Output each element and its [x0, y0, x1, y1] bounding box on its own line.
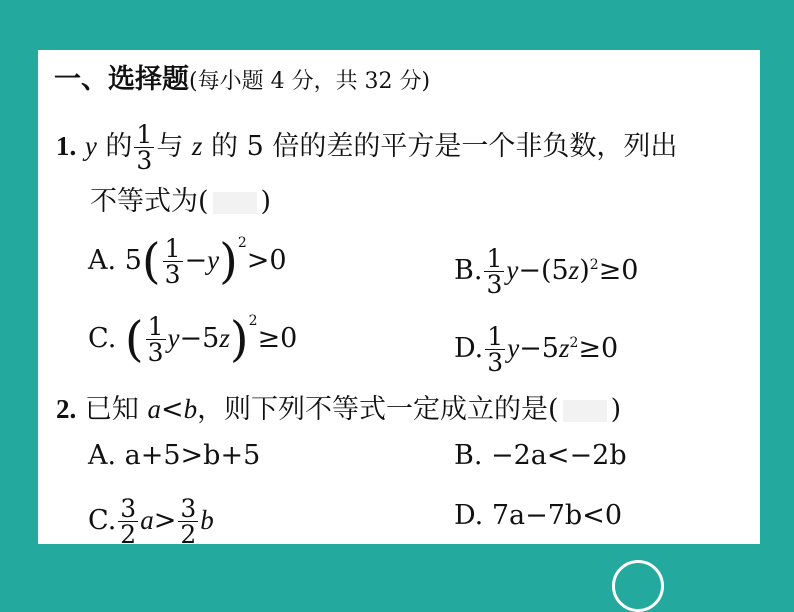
q2-opt-c-frac2-num: 3 [180, 494, 197, 523]
q2-answer-blank[interactable] [563, 400, 607, 422]
q1-opt-b-z: z [568, 255, 580, 285]
q1-line2 [90, 188, 271, 215]
q2-text-c: ) [610, 394, 622, 425]
q2-option-b[interactable]: B. −2a<−2b [454, 440, 627, 471]
q1-opt-d-frac [485, 324, 505, 375]
section-title-note: (每小题 4 分，共 32 分) [189, 69, 431, 94]
q1-opt-c-mid: −5 [179, 323, 220, 354]
q2-opt-c-gt: > [153, 505, 177, 536]
q1-var-y: y [84, 131, 97, 161]
q1-opt-c-frac-den: 3 [147, 338, 164, 367]
q2-opt-c-frac2 [178, 496, 198, 547]
right-paren-icon: ) [229, 311, 249, 368]
q1-opt-a-y: y [207, 245, 220, 275]
left-paren-icon: ( [141, 233, 161, 290]
q1-opt-a-tail: >0 [246, 245, 287, 276]
q2-opt-c-a: a [140, 505, 154, 535]
q2-stem [56, 396, 621, 423]
right-paren-icon: ) [219, 233, 238, 290]
q1-opt-c-frac-num: 1 [147, 312, 164, 341]
q2-opt-c-label: C. [88, 505, 117, 536]
q1-opt-b-frac-den: 3 [486, 270, 503, 299]
q2-option-a[interactable]: A. a+5>b+5 [88, 440, 261, 471]
q2-var-a: a [147, 394, 161, 424]
q1-opt-a-exp: 2 [237, 235, 247, 251]
q2-lt: < [160, 394, 184, 425]
q1-frac-num: 1 [136, 120, 153, 149]
q1-opt-b-close: ) [579, 255, 590, 286]
q1-option-b[interactable] [454, 246, 638, 297]
q1-opt-d-mid: −5 [519, 333, 559, 364]
q1-line1 [56, 122, 677, 173]
q1-opt-c-exp: 2 [248, 313, 258, 329]
q1-opt-a-label: A. [88, 245, 117, 276]
q1-opt-a-coef: 5 [124, 245, 142, 276]
q1-number: 1. [56, 131, 77, 161]
q1-opt-d-label: D. [454, 333, 484, 364]
q1-text-b: 与 [156, 131, 192, 162]
q1-var-z: z [191, 131, 203, 161]
q2-opt-c-b: b [200, 505, 214, 535]
q1-opt-a-frac-num: 1 [164, 234, 181, 263]
section-title-main: 一、选择题 [54, 64, 189, 95]
q1-opt-c-label: C. [88, 323, 117, 354]
q2-opt-c-frac1-num: 3 [120, 494, 137, 523]
q2-text-a: 已知 [84, 394, 148, 425]
q1-opt-d-frac-num: 1 [487, 322, 504, 351]
q1-opt-a-minus: − [184, 245, 208, 276]
q1-opt-c-frac [146, 314, 166, 365]
q1-opt-d-exp: 2 [569, 335, 579, 351]
q1-text-a: 的 [96, 131, 133, 162]
q1-opt-c-y: y [167, 323, 180, 353]
section-title [54, 66, 430, 93]
q1-option-c[interactable] [88, 311, 298, 368]
q1-opt-a-frac-den: 3 [164, 260, 181, 289]
q2-opt-c-frac1-den: 2 [120, 520, 137, 549]
q1-option-a[interactable] [88, 233, 287, 290]
q2-opt-c-frac1 [118, 496, 138, 547]
logo-icon [612, 560, 664, 612]
q1-opt-b-tail: ≥0 [598, 255, 639, 286]
q2-option-c[interactable] [88, 496, 214, 547]
q1-opt-b-frac-num: 1 [486, 244, 503, 273]
q1-opt-d-y: y [507, 333, 520, 363]
q1-fraction [134, 122, 154, 173]
q1-option-d[interactable] [454, 324, 618, 375]
q2-option-d[interactable]: D. 7a−7b<0 [454, 500, 623, 531]
q1-opt-c-tail: ≥0 [257, 323, 298, 354]
q1-text-e: ) [260, 186, 272, 217]
q1-opt-b-mid: −(5 [518, 255, 569, 286]
question-card [38, 50, 760, 549]
q1-opt-d-z: z [558, 333, 570, 363]
q1-opt-d-tail: ≥0 [578, 333, 619, 364]
q1-frac-den: 3 [136, 146, 153, 175]
q1-opt-b-label: B. [454, 255, 483, 286]
q1-opt-a-frac [163, 236, 183, 287]
q1-text-d: 不等式为( [90, 186, 209, 217]
q1-opt-b-exp: 2 [589, 257, 599, 273]
q2-opt-c-frac2-den: 2 [180, 520, 197, 549]
q1-opt-c-z: z [219, 323, 230, 353]
q1-answer-blank[interactable] [213, 192, 257, 214]
q2-number: 2. [56, 394, 77, 424]
q1-opt-b-frac [484, 246, 504, 297]
q1-opt-b-y: y [506, 255, 519, 285]
q2-var-b: b [183, 394, 198, 424]
q1-opt-d-frac-den: 3 [487, 348, 504, 377]
q2-text-b: ，则下列不等式一定成立的是( [197, 394, 559, 425]
left-paren-icon: ( [124, 311, 144, 368]
q1-text-c: 的 5 倍的差的平方是一个非负数，列出 [202, 131, 678, 162]
